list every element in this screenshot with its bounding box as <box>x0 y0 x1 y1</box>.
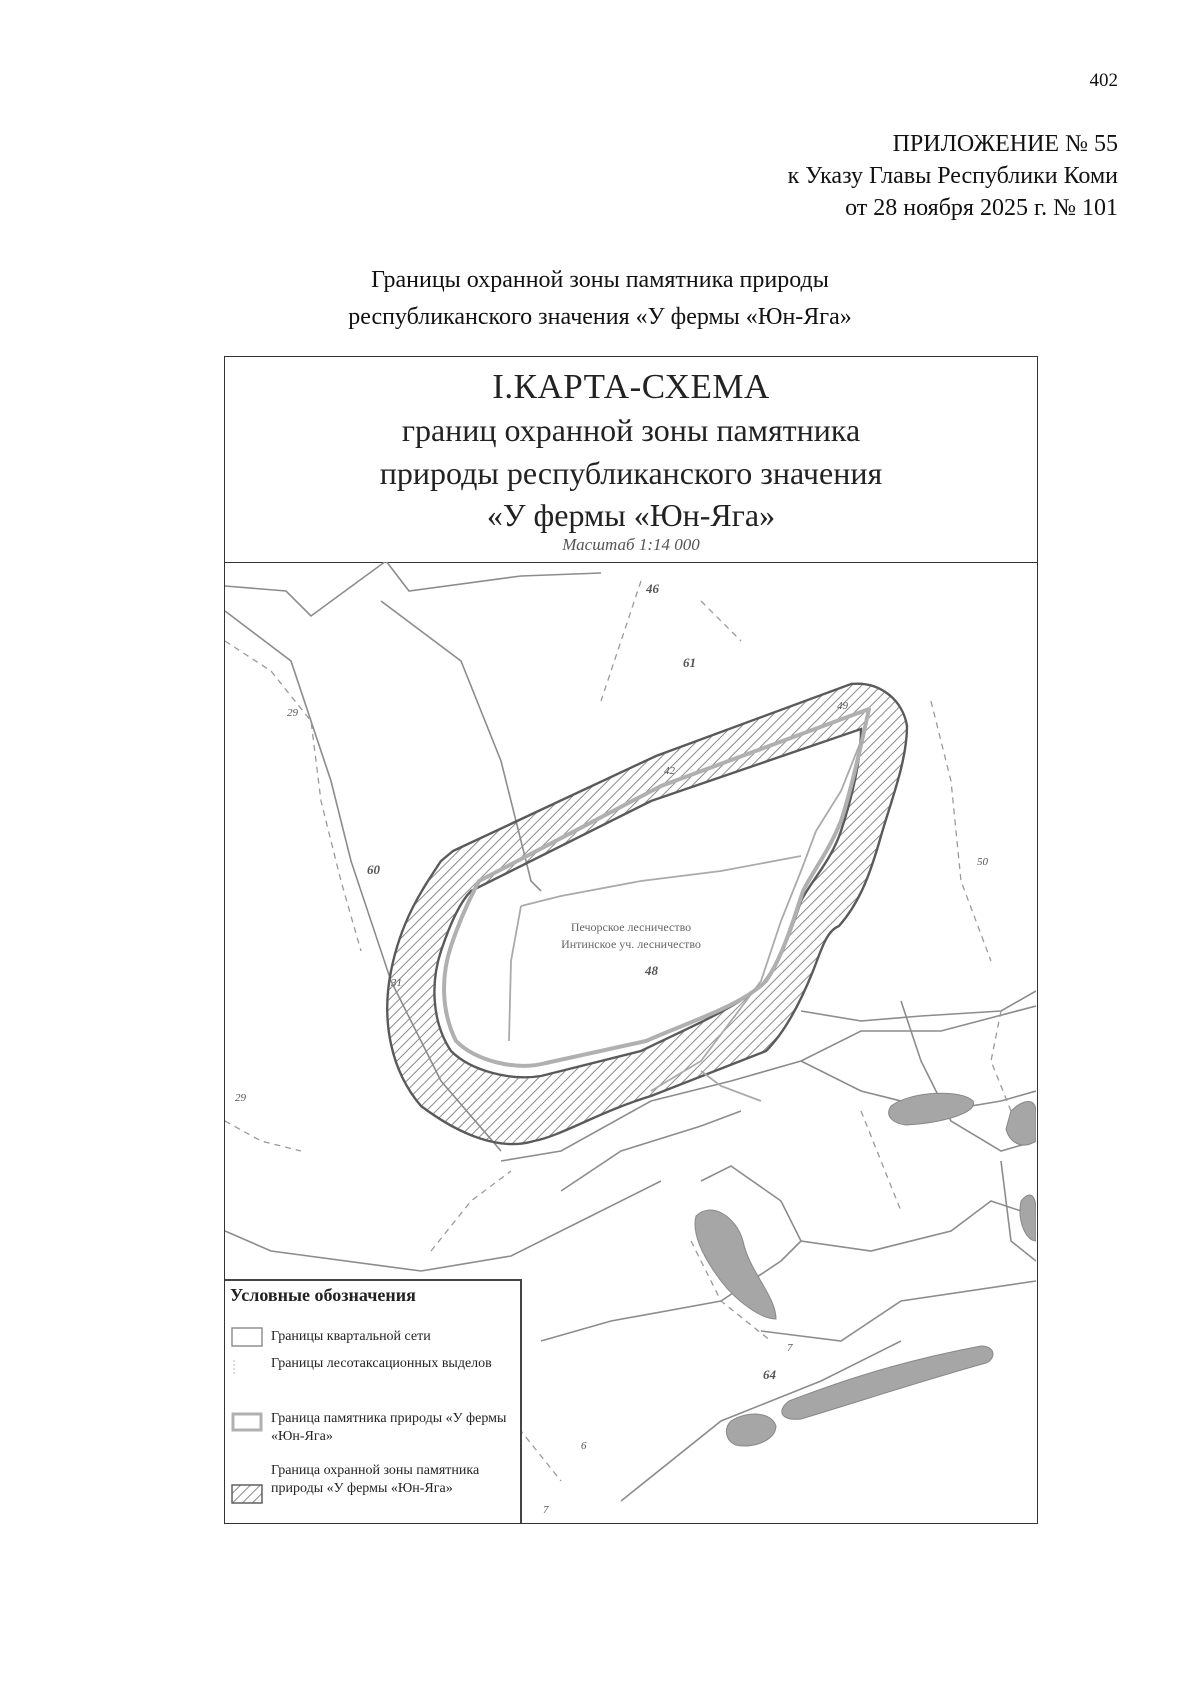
quarter-line <box>225 1181 661 1271</box>
label-quarter-48: 48 <box>645 963 658 978</box>
subcompartment-line <box>225 641 361 951</box>
water-body <box>695 1210 776 1319</box>
quarter-line <box>225 562 601 616</box>
legend-item-subcompartment-boundary <box>231 1353 511 1397</box>
subcompartment-line <box>701 601 741 641</box>
document-title-line-1: Границы охранной зоны памятника природы <box>371 267 829 293</box>
water-body <box>1020 1195 1036 1241</box>
subcompartment-line <box>431 1171 511 1251</box>
water-bodies <box>695 1093 1036 1446</box>
label-quarter-7-east: 7 <box>787 1342 793 1354</box>
map-header <box>225 357 1037 563</box>
map-legend <box>225 1279 522 1523</box>
quarter-line <box>761 1281 1036 1341</box>
buffer-zone-swatch <box>231 1484 263 1504</box>
label-quarter-64: 64 <box>763 1367 776 1382</box>
water-body <box>782 1346 993 1419</box>
legend-label: Границы квартальной сети <box>271 1329 431 1344</box>
subcompartment-boundary-swatch <box>231 1357 263 1377</box>
track-line <box>521 856 801 906</box>
label-quarter-46: 46 <box>646 581 659 596</box>
label-quarter-61: 61 <box>683 655 696 670</box>
quarter-line <box>561 1111 741 1191</box>
water-body <box>726 1414 776 1446</box>
legend-item-quarter-boundary <box>231 1323 511 1349</box>
subcompartment-line <box>931 701 991 961</box>
monument-boundary-swatch <box>231 1412 263 1432</box>
map-scale: Масштаб 1:14 000 <box>562 535 700 554</box>
label-quarter-49: 49 <box>837 700 848 712</box>
legend-label: Граница охранной зоны памятника природы «У фермы «Юн-Яга» <box>271 1463 480 1496</box>
quarter-line <box>701 1166 1036 1251</box>
map-heading: I.КАРТА-СХЕМА <box>492 367 770 406</box>
quarter-boundary-swatch <box>231 1327 263 1347</box>
document-title-line-2: республиканского значения «У фермы «Юн-Яга» <box>348 304 852 330</box>
subcompartment-line <box>991 1011 1011 1111</box>
subcompartment-line <box>861 1111 901 1211</box>
legend-item-buffer-zone <box>231 1462 511 1522</box>
map-frame <box>224 356 1038 1524</box>
label-quarter-50: 50 <box>977 856 988 868</box>
legend-item-monument-boundary <box>231 1408 511 1452</box>
map-subheading-2: природы республиканского значения <box>379 455 883 491</box>
subcompartment-line <box>225 1121 301 1151</box>
legend-title: Условные обозначения <box>230 1285 416 1305</box>
page-number: 402 <box>1089 70 1118 91</box>
subcompartment-line <box>601 581 641 701</box>
label-quarter-29-north: 29 <box>287 707 298 719</box>
appendix-line-3: от 28 ноября 2025 г. № 101 <box>845 195 1118 221</box>
label-quarter-60: 60 <box>367 862 380 877</box>
legend-label: Граница памятника природы «У фермы «Юн-Яга» <box>271 1411 507 1444</box>
label-quarter-31: 31 <box>391 977 402 989</box>
label-quarter-42: 42 <box>664 765 675 777</box>
map-subheading-3: «У фермы «Юн-Яга» <box>486 497 776 533</box>
map-subheading-1: границ охранной зоны памятника <box>401 412 861 448</box>
water-body <box>889 1093 974 1125</box>
appendix-line-1: ПРИЛОЖЕНИЕ № 55 <box>892 131 1118 157</box>
label-quarter-7-south: 7 <box>543 1504 549 1516</box>
quarter-line <box>801 991 1036 1021</box>
label-forestry: Печорское лесничество <box>570 920 692 934</box>
legend-label: Границы лесотаксационных выделов <box>271 1356 492 1371</box>
label-quarter-6: 6 <box>581 1440 587 1452</box>
track-line <box>509 906 521 1041</box>
appendix-line-2: к Указу Главы Республики Коми <box>787 163 1118 189</box>
label-forestry-district: Интинское уч. лесничество <box>561 937 701 951</box>
label-quarter-29-south: 29 <box>235 1092 246 1104</box>
